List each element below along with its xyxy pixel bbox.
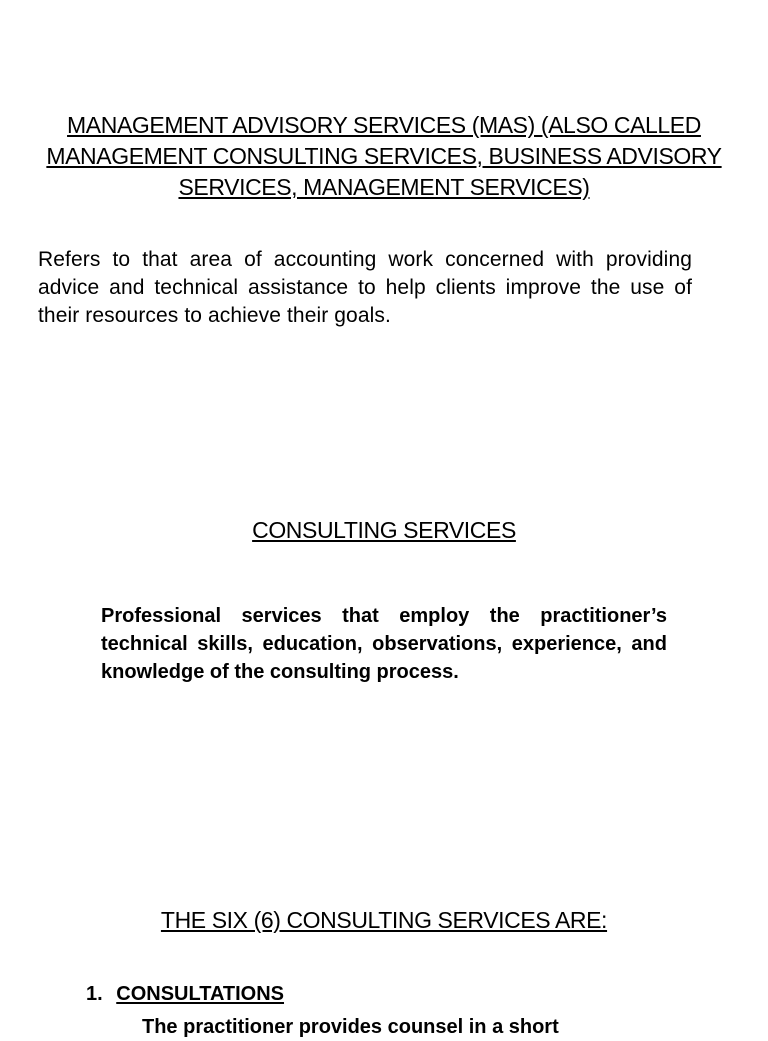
- list-item: [86, 980, 284, 1008]
- intro-paragraph: Refers to that area of accounting work concerned with providing advice and technical assistance to help clients improve the use of their resources to achieve their goals.: [38, 248, 692, 327]
- six-services-heading: THE SIX (6) CONSULTING SERVICES ARE:: [160, 907, 608, 933]
- consulting-services-heading: CONSULTING SERVICES: [252, 517, 516, 543]
- list-item-number: 1.: [86, 983, 103, 1005]
- consulting-definition: Professional services that employ the practitioner’s technical skills, education, observations, experience, and knowledge of the consulting process.: [101, 605, 667, 683]
- list-item-label: CONSULTATIONS: [116, 983, 285, 1005]
- page-title: MANAGEMENT ADVISORY SERVICES (MAS) (ALSO CALLED MANAGEMENT CONSULTING SERVICES, BUSINESS ADVISORY SERVICES, MANAGEMENT SERVICES): [46, 112, 722, 200]
- list-item-description: The practitioner provides counsel in a short: [142, 1016, 559, 1038]
